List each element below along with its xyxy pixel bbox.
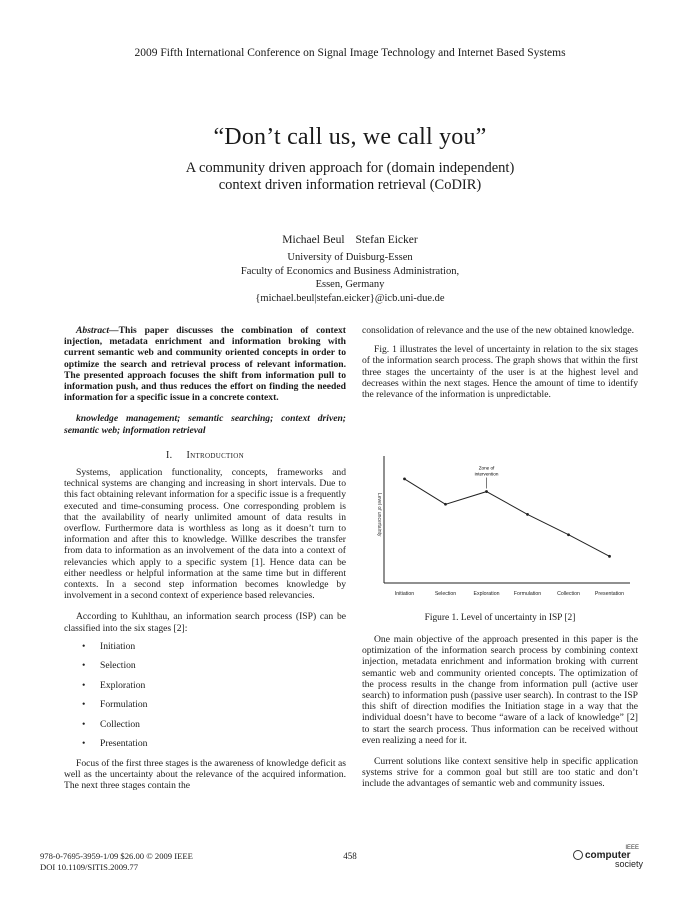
category-labels [395,591,624,597]
affiliation-faculty: Faculty of Economics and Business Administration, [240,265,460,277]
intro-paragraph-1: Systems, application functionality, concepts, frameworks and technical systems are changing and increasing in short intervals. Due to this fact obtaining relevant information for a specific issue is a frequently executed and time-consuming process. One corresponding problem is that the availability of nearly unlimited amount of data results in overflow. Furthermore data is worthless as long as it doesn’t turn to information and after this to knowledge. Willke describes the transfer from data to information as an involvement of the data into a context of relevancies which apply to a specific system [1]. Hence data can be either needless or helpful information at the same time but in different contexts. In a second step information becomes knowledge by involvement in a second context of experience based relevancies. [64,467,346,602]
paragraph-objective: One main objective of the approach presented in this paper is the optimization of the information search process by combining context injection, metadata enrichment and information broking with current semantic web and community oriented concepts. The optimization of the process results in the change from information pull (active user search) to information push (passive user search). In contrast to the ISP this shift of direction modifies the Initiation stage in a way that the individual doesn’t have to become “aware of a lack of knowledge” [2] to start the search process. Thus information can be received without even realizing a need for it. [362,634,638,746]
bullet-icon: • [82,640,86,652]
affiliation-block [0,251,700,305]
author-list [0,234,700,246]
intro-paragraph-2: According to Kuhlthau, an information search process (ISP) can be classified into the six stages [2]: [64,611,346,634]
annotation-label-line-1: Zone of [478,465,495,471]
logo-line-2: computer [585,850,631,861]
subtitle-line-1: A community driven approach for (domain independent) [185,160,515,176]
conference-header: 2009 Fifth International Conference on Signal Image Technology and Internet Based Systems [134,47,566,59]
logo-icon [573,850,583,860]
section-number: I. [166,449,173,461]
list-item: • Selection [64,656,346,676]
footer-ids [40,851,193,872]
category-label: Presentation [594,591,625,597]
page-number: 458 [343,851,357,861]
section-title: Introduction [186,449,244,461]
bullet-icon: • [82,679,86,691]
abstract-label: Abstract— [76,325,119,336]
right-column-bottom [362,634,638,790]
data-point [608,555,611,558]
series-path [405,479,610,556]
data-point [485,490,488,493]
category-label: Formulation [513,591,542,597]
bullet-icon: • [82,738,86,750]
abstract-text: This paper discusses the combination of context injection, metadata enrichment and information broking with current semantic web and community oriented concepts in order to optimize the search and retrieval process of relevant information. The presented approach focuses the shift from information pull to information push, and thus reduces the effort on finding the needed information for a specific issue in a concrete context. [64,325,346,404]
y-axis-label: Level of uncertainty [376,493,382,537]
category-label: Initiation [394,591,415,597]
section-heading [64,450,346,461]
annotation-label-line-2: intervention [474,471,499,477]
right-column-top [362,325,638,400]
logo-line-3: society [614,859,643,869]
intro-paragraph-3: Focus of the first three stages is the awareness of knowledge deficit as well as the uncertainty about the relevance of the acquired information. The next three stages contain the [64,757,346,792]
category-label: Selection [434,591,457,597]
keywords: knowledge management; semantic searching; context driven; semantic web; information retrieval [64,413,346,436]
annotation [475,466,499,489]
left-column [64,325,346,791]
bullet-icon: • [82,699,86,711]
paper-title: “Don’t call us, we call you” [213,124,487,150]
uncertainty-chart [362,448,638,608]
affiliation-email: {michael.beul|stefan.eicker}@icb.uni-due.de [255,292,445,304]
footer-isbn: 978-0-7695-3959-1/09 $26.00 © 2009 IEEE [40,851,193,861]
isp-stage-list [64,637,346,754]
ieee-computer-society-logo [573,845,643,869]
paragraph-current-solutions: Current solutions like context sensitive help in specific application systems strive for a common goal but still are too static and don’t include the advantages of semantic web and community issues. [362,756,638,790]
data-point [403,477,406,480]
affiliation-city: Essen, Germany [315,279,385,290]
author-name: Stefan Eicker [355,234,418,246]
paragraph-figure-intro: Fig. 1 illustrates the level of uncertainty in relation to the six stages of the information search process. The graph shows that within the first three stages the uncertainty of the user is at the highest level and decreases within the next stages. Hence the amount of time to identify the relevance of the information is unpredictable. [362,344,638,401]
bullet-icon: • [82,660,86,672]
list-item: • Presentation [64,734,346,754]
data-point [526,513,529,516]
list-item: • Exploration [64,676,346,696]
series-points [403,477,611,557]
author-name: Michael Beul [282,234,345,246]
subtitle-line-2: context driven information retrieval (CoDIR) [218,177,482,193]
paragraph-continued: consolidation of relevance and the use of the new obtained knowledge. [362,325,634,336]
footer-doi: DOI 10.1109/SITIS.2009.77 [40,861,139,872]
category-label: Exploration [473,591,500,597]
abstract [64,325,346,403]
affiliation-university: University of Duisburg-Essen [287,252,413,263]
list-item: • Initiation [64,637,346,657]
bullet-icon: • [82,718,86,730]
figure-caption: Figure 1. Level of uncertainty in ISP [2] [424,613,576,623]
data-point [444,503,447,506]
series-line [405,479,610,556]
logo-line-1: IEEE [625,845,639,851]
category-label: Collection [557,591,580,597]
paper-subtitle [0,160,700,194]
list-item: • Collection [64,715,346,735]
data-point [567,533,570,536]
list-item: • Formulation [64,695,346,715]
